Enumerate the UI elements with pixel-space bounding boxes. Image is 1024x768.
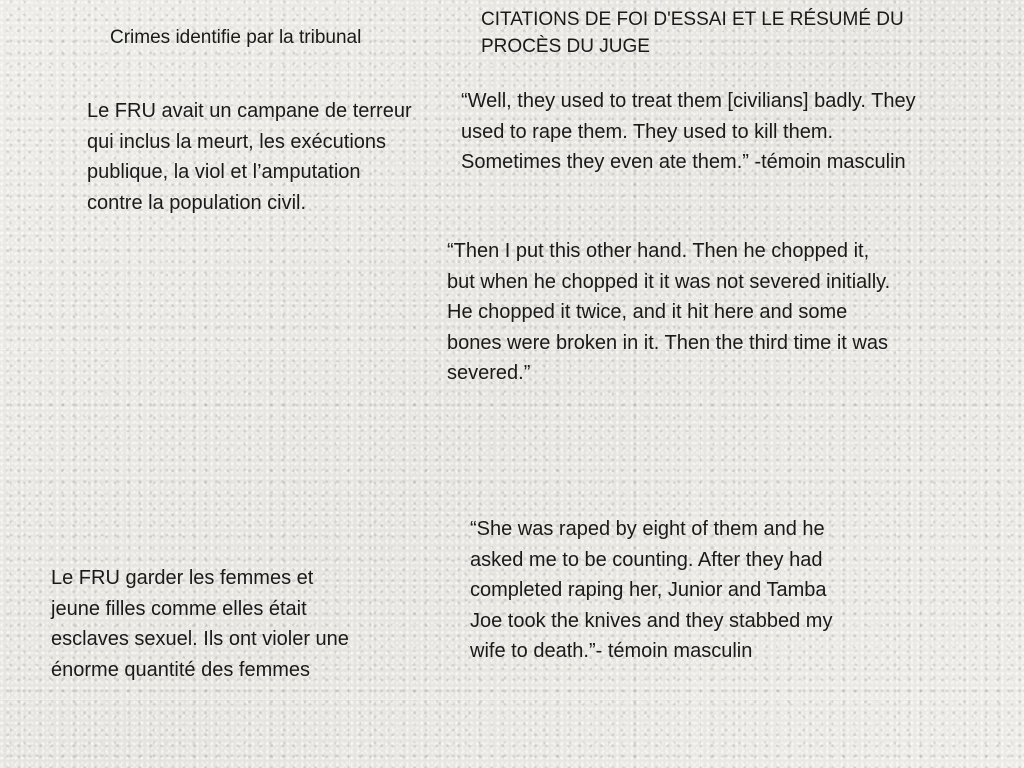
crime-summary-sexual-slavery: Le FRU garder les femmes et jeune filles comme elles était esclaves sexuel. Ils ont violer une énorme quantité des femmes (51, 567, 349, 681)
crime-summary-terror-campaign: Le FRU avait un campane de terreur qui inclus la meurt, les exécutions publique, la viol et l’amputation contre la population civil. (87, 100, 412, 214)
background-seam (0, 699, 1024, 700)
witness-quote-amputation: “Then I put this other hand. Then he chopped it, but when he chopped it it was not severed initially. He chopped it twice, and it hit here and some bones were broken in it. Then the third time it was severed.” (447, 240, 891, 384)
right-column-heading: CITATIONS DE FOI D'ESSAI ET LE RÉSUMÉ DU PROCÈS DU JUGE (481, 9, 904, 57)
witness-quote-rape: “She was raped by eight of them and he asked me to be counting. After they had completed raping her, Junior and Tamba Joe took the knives and they stabbed my wife to death.”- témoin masculin (470, 518, 833, 662)
witness-quote-treatment: “Well, they used to treat them [civilians] badly. They used to rape them. They used to kill them. Sometimes they even ate them.” -témoin masculin (461, 90, 916, 173)
left-column-heading: Crimes identifie par la tribunal (110, 27, 362, 48)
